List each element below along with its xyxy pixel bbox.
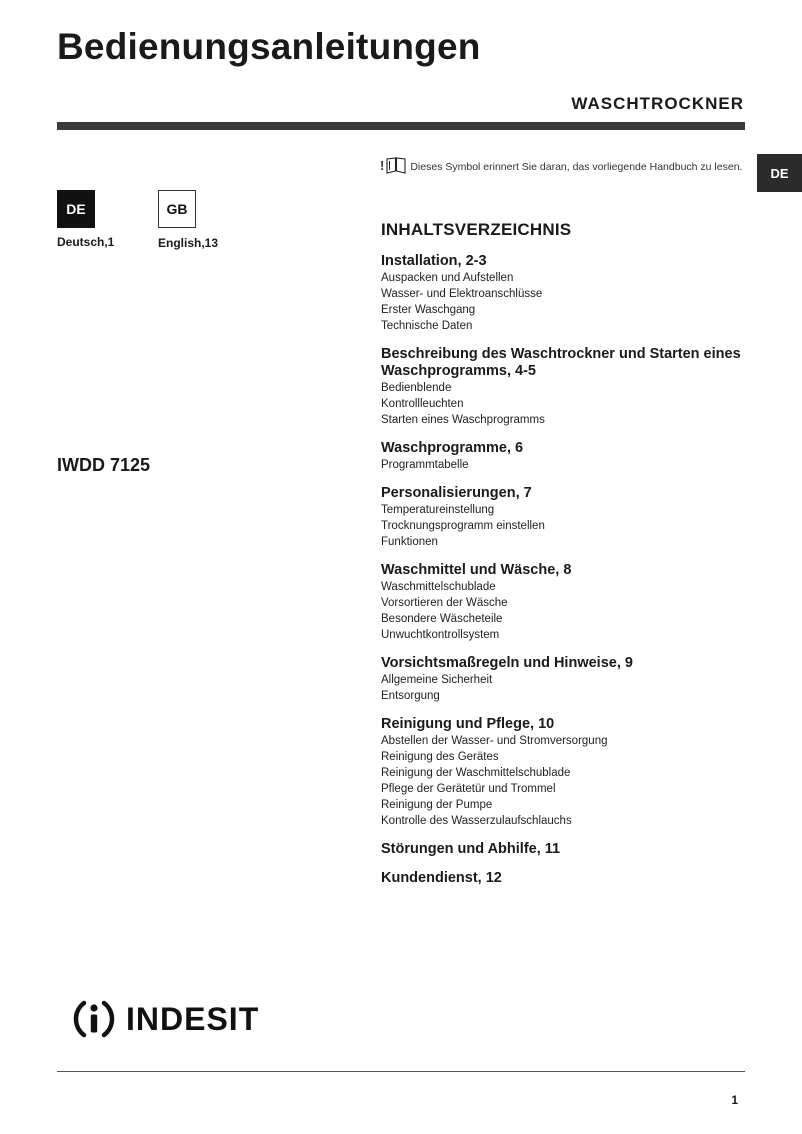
toc-section [381,562,751,643]
toc-heading: INHALTSVERZEICHNIS [381,220,572,239]
model-number: IWDD 7125 [57,455,151,475]
language-tab: DE [757,154,802,192]
brand-logo-text: INDESIT [126,1000,260,1037]
toc-section [381,841,751,858]
toc-item: Entsorgung [381,690,440,702]
toc-section-title: Vorsichtsmaßregeln und Hinweise, 9 [381,655,633,671]
notice-text: Dieses Symbol erinnert Sie daran, das vorliegende Handbuch zu lesen. [410,161,743,173]
toc-item: Reinigung der Pumpe [381,799,493,811]
toc-item: Starten eines Waschprogramms [381,414,545,426]
table-of-contents [381,253,751,899]
toc-item: Erster Waschgang [381,304,476,316]
page-title: Bedienungsanleitungen [57,26,481,67]
toc-item: Kontrollleuchten [381,398,464,410]
toc-item: Abstellen der Wasser- und Stromversorgung [381,735,608,747]
toc-section-title: Installation, 2-3 [381,253,487,269]
footer-divider [57,1071,745,1072]
toc-item: Wasser- und Elektroanschlüsse [381,288,543,300]
language-label-de: Deutsch,1 [57,235,115,249]
toc-section [381,655,751,704]
toc-item: Kontrolle des Wasserzulaufschlauchs [381,815,572,827]
open-book-icon [386,157,406,174]
toc-section-title: Waschprogramme, 6 [381,440,524,456]
toc-item: Auspacken und Aufstellen [381,272,514,284]
toc-section [381,253,751,334]
manual-notice [380,157,745,176]
brand-logo [70,995,259,1043]
language-label-gb: English,13 [158,236,219,250]
toc-item: Allgemeine Sicherheit [381,674,493,686]
header-divider [57,122,745,130]
toc-section-title: Kundendienst, 12 [381,870,502,886]
toc-item: Pflege der Gerätetür und Trommel [381,783,556,795]
toc-item: Bedienblende [381,382,452,394]
toc-item: Funktionen [381,536,438,548]
language-box-de: DE [57,190,95,228]
toc-section-title: Reinigung und Pflege, 10 [381,716,555,732]
toc-section [381,346,751,428]
toc-item: Waschmittelschublade [381,581,496,593]
toc-item: Reinigung der Waschmittelschublade [381,767,571,779]
toc-item: Temperatureinstellung [381,504,495,516]
document-subtitle: WASCHTROCKNER [571,94,744,113]
toc-item: Trocknungsprogramm einstellen [381,520,545,532]
toc-item: Vorsortieren der Wäsche [381,597,508,609]
exclamation-mark: ! [380,158,385,173]
toc-section [381,716,751,829]
page-number: 1 [731,1093,738,1107]
toc-section-title: Störungen und Abhilfe, 11 [381,841,561,857]
toc-section-title: Personalisierungen, 7 [381,485,532,501]
toc-section [381,870,751,887]
toc-item: Unwuchtkontrollsystem [381,629,500,641]
toc-section-title: Waschmittel und Wäsche, 8 [381,562,572,578]
toc-section-title: Beschreibung des Waschtrockner und Starten eines Waschprogramms, 4-5 [381,346,741,379]
toc-item: Programmtabelle [381,459,469,471]
toc-section [381,440,751,473]
toc-item: Technische Daten [381,320,473,332]
toc-item: Besondere Wäscheteile [381,613,503,625]
toc-section [381,485,751,550]
language-box-gb: GB [158,190,196,228]
toc-item: Reinigung des Gerätes [381,751,499,763]
indesit-i-circle-icon [70,995,118,1043]
